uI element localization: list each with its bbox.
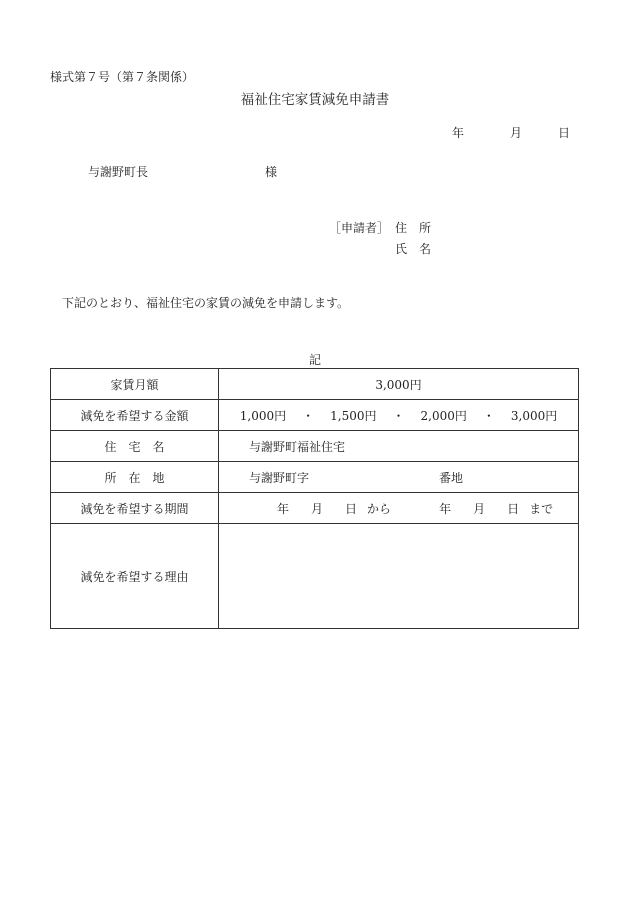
ki-heading: 記 bbox=[308, 353, 321, 367]
date-month: 月 bbox=[510, 126, 523, 140]
applicant-address-label: 住 所 bbox=[395, 221, 432, 235]
amount-option-2000[interactable]: 2,000円 bbox=[420, 408, 467, 423]
amount-option-1000[interactable]: 1,000円 bbox=[239, 408, 287, 423]
applicant-name-label: 氏 名 bbox=[395, 242, 432, 256]
rent-label: 家賃月額 bbox=[51, 369, 219, 400]
reason-label: 減免を希望する理由 bbox=[51, 524, 219, 629]
form-number: 様式第７号（第７条関係） bbox=[50, 70, 195, 84]
applicant-label: ［申請者］ bbox=[329, 221, 390, 235]
document-title: 福祉住宅家賃減免申請書 bbox=[240, 92, 390, 108]
housing-value: 与謝野町福祉住宅 bbox=[219, 431, 579, 462]
rent-value: 3,000円 bbox=[219, 369, 579, 400]
amount-separator: ・ bbox=[392, 408, 405, 423]
addressee-name: 与謝野町長 bbox=[88, 165, 149, 179]
period-to-word: まで bbox=[529, 501, 554, 516]
date-day: 日 bbox=[558, 126, 571, 140]
period-field[interactable] bbox=[219, 493, 579, 524]
period-label: 減免を希望する期間 bbox=[51, 493, 219, 524]
period-from-year: 年 bbox=[277, 501, 290, 516]
period-to-day: 日 bbox=[507, 501, 520, 516]
addressee-honorific: 様 bbox=[265, 165, 278, 179]
housing-label: 住 宅 名 bbox=[51, 431, 219, 462]
amount-option-3000[interactable]: 3,000円 bbox=[510, 408, 558, 423]
application-table bbox=[50, 368, 579, 629]
location-value: 与謝野町字 bbox=[249, 470, 310, 485]
amount-separator: ・ bbox=[482, 408, 495, 423]
location-field[interactable] bbox=[219, 462, 579, 493]
period-from-day: 日 bbox=[345, 501, 358, 516]
table-row bbox=[51, 493, 579, 524]
amount-label: 減免を希望する金額 bbox=[51, 400, 219, 431]
location-label: 所 在 地 bbox=[51, 462, 219, 493]
table-row bbox=[51, 462, 579, 493]
period-to-year: 年 bbox=[439, 501, 452, 516]
amount-separator: ・ bbox=[302, 408, 315, 423]
amount-option-1500[interactable]: 1,500円 bbox=[330, 408, 377, 423]
table-row bbox=[51, 400, 579, 431]
date-line bbox=[452, 124, 570, 141]
intro-text: 下記のとおり、福祉住宅の家賃の減免を申請します。 bbox=[62, 296, 350, 310]
period-from-word: から bbox=[367, 501, 392, 516]
location-suffix: 番地 bbox=[439, 470, 464, 485]
reason-field[interactable] bbox=[219, 524, 579, 629]
table-row bbox=[51, 431, 579, 462]
period-to-month: 月 bbox=[473, 501, 486, 516]
table-row bbox=[51, 369, 579, 400]
amount-options bbox=[219, 400, 579, 431]
date-year: 年 bbox=[452, 126, 465, 140]
period-from-month: 月 bbox=[311, 501, 324, 516]
table-row bbox=[51, 524, 579, 629]
addressee bbox=[88, 163, 278, 180]
